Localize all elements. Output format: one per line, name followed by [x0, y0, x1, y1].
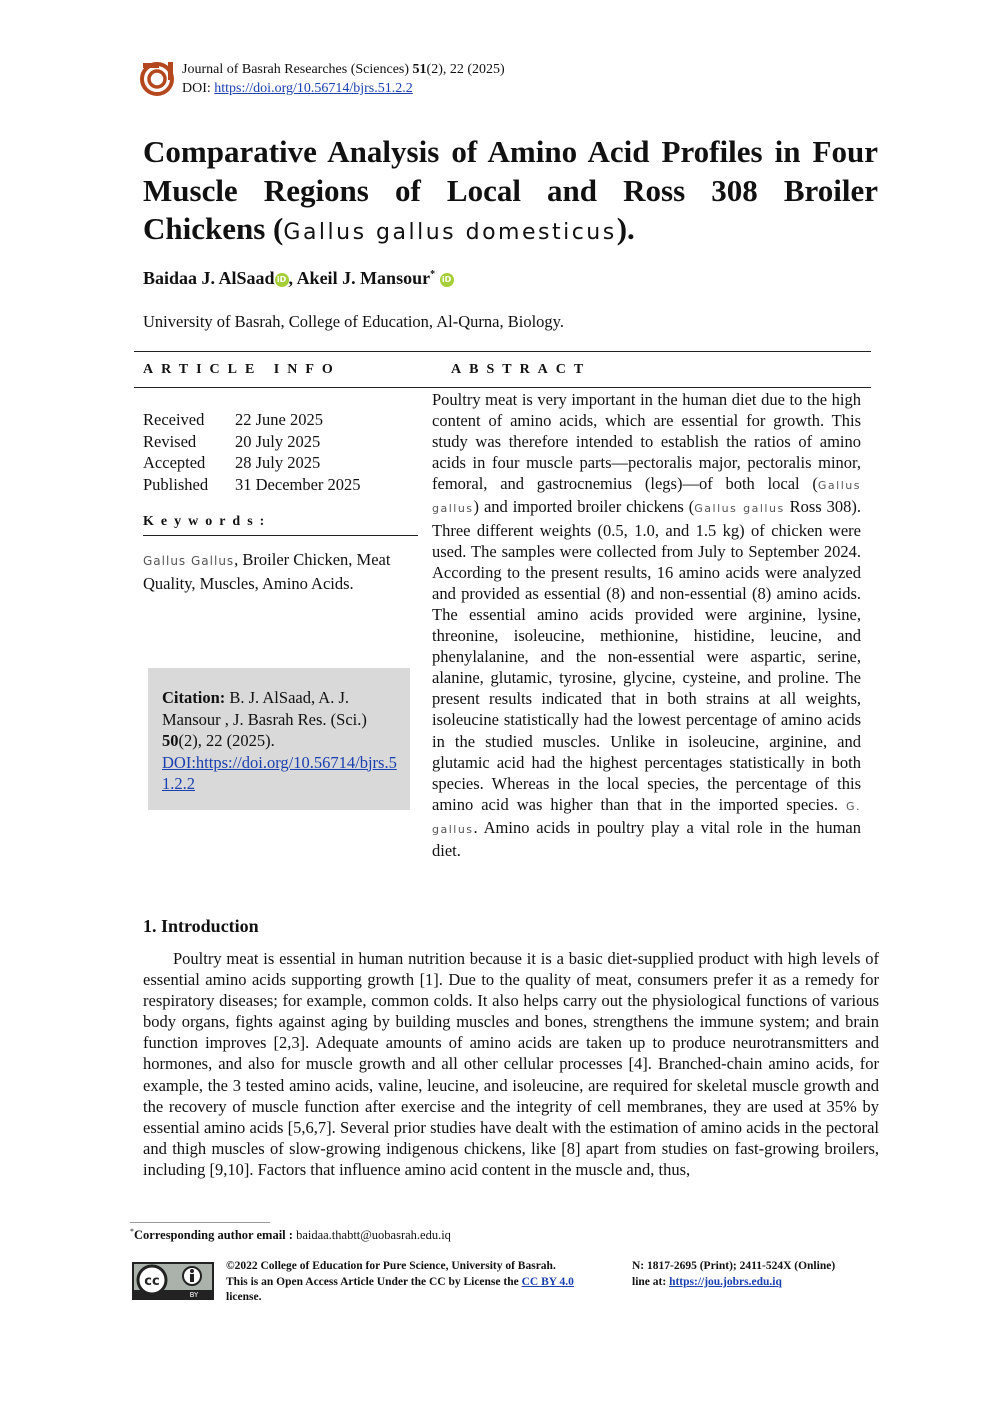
abstract-text: [432, 389, 861, 861]
author-separator: ,: [288, 268, 297, 288]
article-info-heading: ARTICLE INFO: [143, 362, 341, 377]
date-value: 31 December 2025: [235, 474, 361, 494]
citation-volume: 50: [162, 731, 179, 750]
divider: [134, 351, 871, 352]
date-value: 22 June 2025: [235, 410, 323, 429]
issn: N: 1817-2695 (Print); 2411-524X (Online): [632, 1260, 836, 1272]
title-end: ).: [616, 211, 635, 246]
doi-link[interactable]: https://doi.org/10.56714/bjrs.51.2.2: [214, 81, 413, 96]
orcid-icon[interactable]: iD: [275, 273, 289, 287]
date-label: Received: [143, 410, 205, 429]
license-prefix: ©2022 College of Education for Pure Science, University of Basrah. This is an Open Access Article Under the CC by License the: [226, 1260, 556, 1288]
title-main: Comparative Analysis of Amino Acid Profiles in Four Muscle Regions of Local and Ross 308 Broiler Chickens (: [143, 134, 878, 246]
by-icon: BY: [189, 1291, 199, 1299]
author-2: Akeil J. Mansour: [296, 268, 431, 288]
footnote-rule: [130, 1222, 270, 1223]
journal-volume: 51: [412, 62, 427, 77]
abstract-scientific-name: G. gallus: [432, 799, 861, 836]
introduction-paragraph: Poultry meat is essential in human nutrition because it is a basic diet-supplied product with high levels of essential amino acids supporting growth [1]. Due to the quality of meat, consumers prefer it as a remedy for respiratory diseases; for example, common colds. It also helps carry out the physiological functions of various body organs, fights against aging by building muscles and bones, strengthens the immune system; and brain function improves [2,3]. Adequate amounts of amino acids are taken up to produce neurotransmitters and hormones, and also for muscle growth and all other cellular processes [4]. Branched-chain amino acids, for example, the 3 tested amino acids, valine, leucine, and isoleucine, are required for skeletal muscle growth and the recovery of muscle function after exercise and the integrity of cell membranes, they are used at 35% by essential amino acids [5,6,7]. Several prior studies have dealt with the estimation of amino acids in the pectoral and thigh muscles of slow-growing indigenous chickens, like [8] apart from studies on fast-growing broilers, including [9,10]. Factors that influence amino acid content in the muscle and, thus,: [143, 949, 879, 1179]
citation-rest: (2), 22 (2025).: [178, 731, 275, 750]
keywords: [143, 549, 393, 594]
corr-asterisk: *: [130, 1227, 134, 1236]
citation-text: B. J. AlSaad, A. J. Mansour , J. Basrah Res. (Sci.): [162, 688, 367, 729]
journal-logo: [140, 60, 178, 96]
date-row: [143, 474, 361, 496]
date-row: [143, 452, 361, 474]
authors: [143, 268, 454, 289]
corr-email[interactable]: baidaa.thabtt@uobasrah.edu.iq: [296, 1228, 451, 1243]
corresponding-author: [130, 1227, 451, 1243]
section-heading-introduction: 1. Introduction: [143, 916, 259, 936]
title-scientific-name: Gallus gallus domesticus: [283, 220, 617, 245]
cc-icon: cc: [144, 1274, 160, 1289]
journal-issue: (2), 22 (2025): [426, 62, 505, 77]
citation-doi-link[interactable]: DOI:https://doi.org/10.56714/bjrs.51.2.2: [162, 752, 397, 793]
affiliation: University of Basrah, College of Education, Al-Qurna, Biology.: [143, 312, 564, 331]
date-row: [143, 409, 361, 431]
license-suffix: license.: [226, 1291, 262, 1303]
abstract-scientific-name: Gallus gallus: [432, 479, 861, 516]
doi-label: DOI:: [182, 81, 215, 96]
page-title: [143, 133, 878, 253]
date-value: 28 July 2025: [235, 453, 321, 472]
journal-name: Journal of Basrah Researches (Sciences): [182, 62, 413, 77]
license-text: [226, 1259, 578, 1306]
date-row: [143, 431, 361, 453]
citation-label: Citation:: [162, 688, 226, 707]
divider: [134, 387, 871, 388]
corresponding-asterisk: *: [430, 269, 436, 280]
keyword-scientific: Gallus Gallus: [143, 554, 235, 568]
author-1: Baidaa J. AlSaad: [143, 268, 275, 288]
keywords-list: , Broiler Chicken, Meat Quality, Muscles, Amino Acids.: [143, 550, 391, 593]
orcid-icon[interactable]: iD: [440, 273, 454, 287]
date-label: Revised: [143, 431, 197, 451]
abstract-part: . Amino acids in poultry play a vital role in the human diet.: [432, 817, 861, 860]
issn-info: [632, 1259, 892, 1290]
divider: [143, 535, 418, 536]
date-value: 20 July 2025: [235, 431, 321, 451]
date-label: Published: [143, 474, 209, 494]
cc-by-license-badge[interactable]: [132, 1262, 214, 1300]
abstract-scientific-name: Gallus gallus: [694, 502, 785, 516]
license-link[interactable]: CC BY 4.0: [521, 1275, 574, 1288]
journal-header: [182, 60, 505, 98]
article-dates: [143, 409, 361, 495]
online-label: line at:: [632, 1275, 670, 1288]
corr-label: Corresponding author email :: [134, 1228, 297, 1243]
journal-website-link[interactable]: https://jou.jobrs.edu.iq: [669, 1275, 782, 1288]
abstract-part: Ross 308). Three different weights (0.5, 1.0, and 1.5 kg) of chicken were used. The samples were collected from July to September 2024. According to the present results, 16 amino acids were analyzed and provided as essential (8) and non-essential (8) amino acids. The essential amino acids provided were arginine, lysine, threonine, isoleucine, methionine, histidine, leucine, and phenylalanine, and the non-essential were aspartic, serine, alanine, glutamic, tyrosine, glycine, cysteine, and proline. The present results indicated that in both strains at all weights, isoleucine statistically had the lowest percentage of amino acids in the studied muscles. Unlike in isoleucine, arginine, and glutamic acid had the highest percentages statistically in both species. Whereas in the local species, the percentage of this amino acid was higher than that in the imported species.: [432, 497, 862, 814]
date-label: Accepted: [143, 453, 206, 472]
abstract-part: ) and imported broiler chickens (: [473, 497, 695, 517]
citation: [162, 687, 402, 795]
abstract-heading: ABSTRACT: [451, 362, 592, 377]
keywords-heading: Keywords:: [143, 514, 272, 529]
abstract-part: Poultry meat is very important in the human diet due to the high content of amino acids, which are essential for growth. This study was therefore intended to establish the ratios of amino acids in four muscle parts—pectoralis major, pectoralis minor, femoral, and gastrocnemius (legs)—of both local (: [432, 390, 861, 494]
